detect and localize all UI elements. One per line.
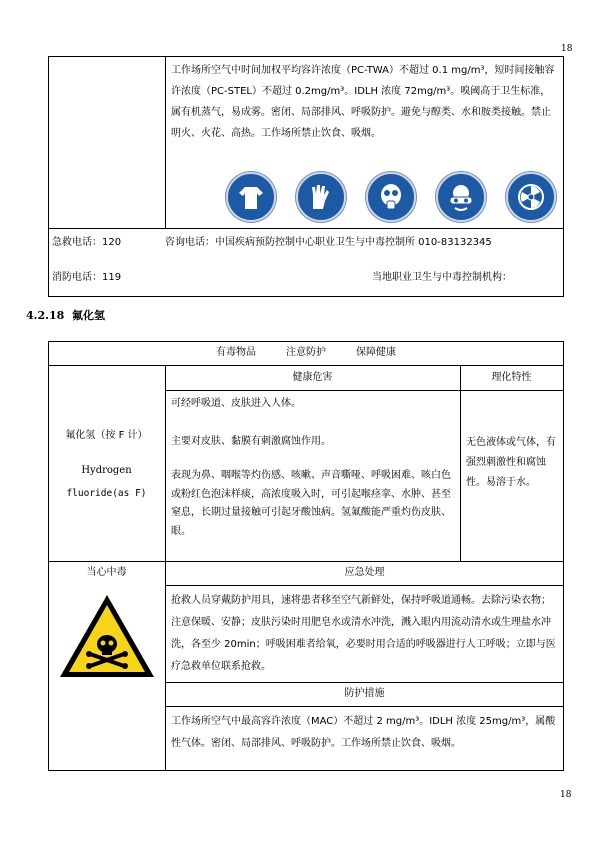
table-slogan: 有毒物品 注意防护 保障健康 <box>216 347 396 358</box>
emergency-header: 应急处理 <box>344 567 385 578</box>
upper-protection-text: 工作场所空气中时间加权平均容许浓度（PC-TWA）不超过 0.1 mg/m³，短时间接触容许浓度（PC-STEL）不超过 0.2mg/m³。IDLH 浓度 72mg/m³。嗅阈高于卫生标准，属有机蒸气，易成雾。密闭、局部排风、呼吸防护。避免与醇类、水和胺类接触。禁止明火、火花、高热。工作场所禁止饮食、吸烟。 <box>171 65 555 139</box>
emergency-phone: 急救电话：120 <box>52 237 122 248</box>
header-rule <box>48 56 563 57</box>
fire-phone: 消防电话：119 <box>52 272 122 283</box>
protective-clothing-icon <box>226 172 276 222</box>
health-hazard-header: 健康危害 <box>292 372 333 383</box>
substance-name-cn: 氟化氢（按 F 计） <box>65 430 148 441</box>
section-number: 4.2.18 <box>26 309 65 322</box>
hazard-route: 可经呼吸道、皮肤进入人体。 <box>171 398 301 409</box>
toxic-warning-icon <box>57 592 157 680</box>
emergency-text: 抢救人员穿戴防护用具，速将患者移至空气新鲜处，保持呼吸道通畅。去除污染衣物；注意保暖、安静；皮肤污染时用肥皂水或清水冲洗，溅入眼内用流动清水或生理盐水冲洗，各至少 20min；呼吸困难者给氧，必要时用合适的呼吸器进行人工呼吸；立即与医疗急救单位联系抢救。 <box>171 595 556 672</box>
goggles-icon <box>436 172 486 222</box>
page-number-top: 18 <box>561 44 573 54</box>
local-agency: 当地职业卫生与中毒控制机构： <box>372 272 512 283</box>
physicochemical-properties: 无色液体或气体，有强烈刺激性和腐蚀性。易溶于水。 <box>466 437 556 488</box>
lower-protection-text: 工作场所空气中最高容许浓度（MAC）不超过 2 mg/m³。IDLH 浓度 25mg/m³，属酸性气体。密闭、局部排风、呼吸防护。工作场所禁止饮食、吸烟。 <box>171 716 556 749</box>
page-number-bottom: 18 <box>560 790 572 800</box>
gloves-icon <box>296 172 346 222</box>
gas-mask-icon <box>366 172 416 222</box>
protection-header: 防护措施 <box>344 688 385 699</box>
section-heading <box>26 306 105 326</box>
section-title: 氟化氢 <box>71 309 105 322</box>
substance-name-en-1: Hydrogen <box>81 465 132 476</box>
consult-phone: 咨询电话：中国疾病预防控制中心职业卫生与中毒控制所 010-83132345 <box>165 237 492 248</box>
hazard-effect: 主要对皮肤、黏膜有刺激腐蚀作用。 <box>171 436 331 447</box>
warning-label: 当心中毒 <box>86 567 127 578</box>
hazard-symptoms: 表现为鼻、咽喉等灼伤感、咳嗽、声音嘶哑、呼吸困难、咳白色或粉红色泡沫样痰，高浓度吸入时，可引起喉痉挛、水肿、甚至窒息，长期过量接触可引起牙酸蚀病。氢氟酸能严重灼伤皮肤、眼。 <box>171 470 451 537</box>
properties-header: 理化特性 <box>491 372 532 383</box>
substance-name-en-2: fluoride(as F) <box>66 488 147 499</box>
ppe-icons <box>226 172 556 222</box>
respirator-icon <box>506 172 556 222</box>
